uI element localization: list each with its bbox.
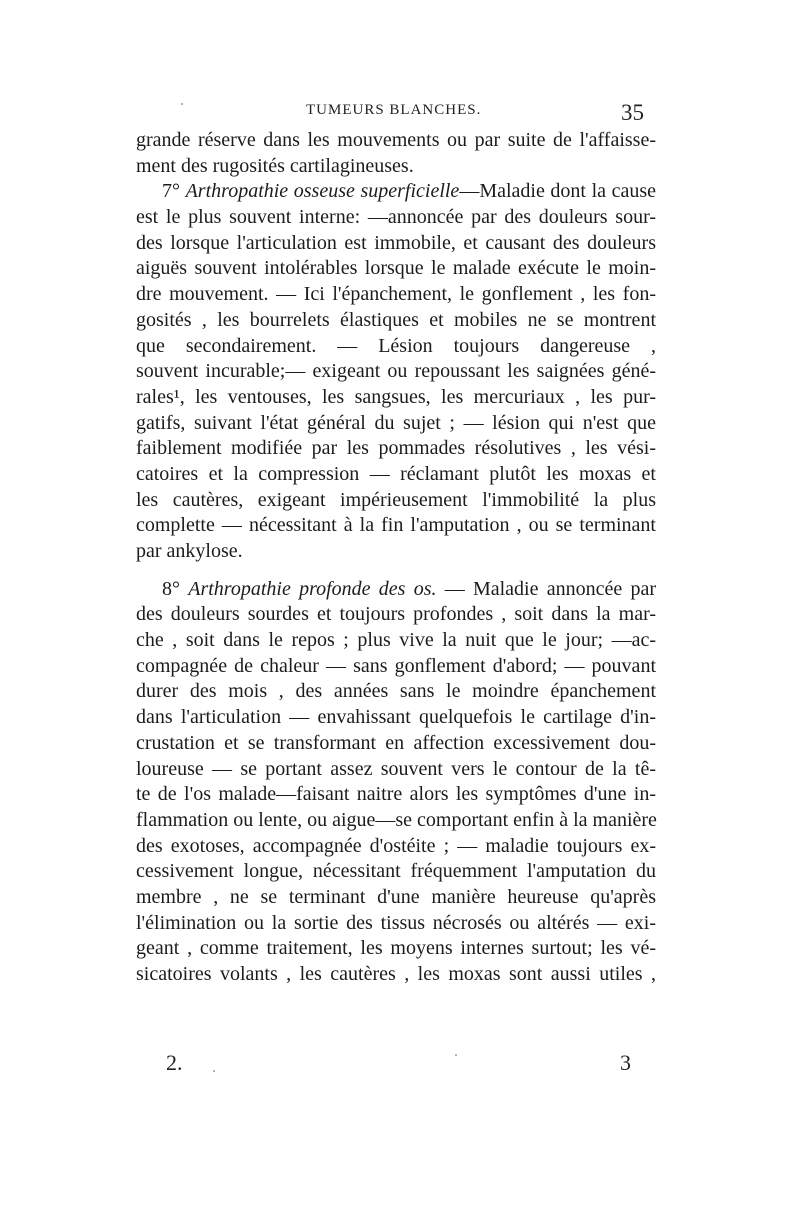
text-line: sicatoires volants , les cautères , les moxas sont aussi utiles , [136, 963, 656, 985]
print-speck [181, 103, 183, 105]
text-line: les cautères, exigeant impérieusement l'immobilité la plus [136, 488, 656, 511]
text-line: loureuse — se portant assez souvent vers le contour de la tê- [136, 757, 656, 780]
text-line: geant , comme traitement, les moyens internes surtout; les vé- [136, 937, 656, 960]
text-line: te de l'os malade—faisant naitre alors les symptômes d'une in- [136, 783, 656, 806]
text-line: che , soit dans le repos ; plus vive la nuit que le jour; —ac- [136, 629, 656, 652]
section-title-italic: Arthropathie profonde des os. [188, 577, 437, 600]
text-line: des lorsque l'articulation est immobile, et causant des douleurs [136, 231, 656, 254]
text-line: dre mouvement. — Ici l'épanchement, le gonflement , les fon- [136, 283, 656, 306]
text-line: que secondairement. — Lésion toujours dangereuse , [136, 334, 656, 357]
body-text [136, 128, 656, 988]
print-speck [455, 1054, 457, 1056]
text-line: catoires et la compression — réclamant plutôt les moxas et [136, 462, 656, 485]
section-title-italic: Arthropathie osseuse superficielle [185, 180, 460, 203]
signature-mark: 2. [166, 1050, 183, 1075]
text-fragment: — Maladie annoncée par [436, 577, 657, 600]
running-title: TUMEURS BLANCHES. [306, 102, 482, 118]
text-line: par ankylose. [136, 540, 243, 562]
text-line: flammation ou lente, ou aigue—se comportant enfin à la manière [136, 808, 657, 831]
item-number: 8° [162, 577, 189, 600]
text-line: est le plus souvent interne: —annoncée par des douleurs sour- [136, 206, 656, 229]
text-line: l'élimination ou la sortie des tissus nécrosés ou altérés — exi- [136, 911, 656, 934]
text-line: des douleurs sourdes et toujours profondes , soit dans la mar- [136, 603, 656, 626]
text-line: crustation et se transformant en affection excessivement dou- [136, 731, 656, 754]
text-line: des exotoses, accompagnée d'ostéite ; — maladie toujours ex- [136, 834, 656, 857]
text-fragment: —Maladie dont la cause [459, 180, 656, 203]
paragraph-7-first-line [136, 179, 656, 205]
paragraph-8-first-line [136, 577, 656, 603]
text-line: aiguës souvent intolérables lorsque le malade exécute le moin- [136, 257, 656, 280]
item-number: 7° [162, 180, 186, 203]
print-speck [213, 1070, 215, 1072]
text-line: durer des mois , des années sans le moindre épanchement [136, 680, 656, 703]
text-line: membre , ne se terminant d'une manière heureuse qu'après [136, 885, 656, 908]
text-line: compagnée de chaleur — sans gonflement d'abord; — pouvant [136, 654, 656, 677]
text-line: souvent incurable;— exigeant ou repoussant les saignées géné- [136, 360, 656, 383]
text-line: dans l'articulation — envahissant quelquefois le cartilage d'in- [136, 706, 656, 729]
text-line: complette — nécessitant à la fin l'amputation , ou se terminant [136, 514, 656, 537]
text-line: faiblement modifiée par les pommades résolutives , les vési- [136, 437, 656, 460]
text-line: gosités , les bourrelets élastiques et mobiles ne se montrent [136, 308, 656, 331]
paragraph-gap [136, 565, 656, 577]
text-line: ment des rugosités cartilagineuses. [136, 154, 414, 177]
text-line: grande réserve dans les mouvements ou par suite de l'affaisse- [136, 129, 656, 151]
gathering-number: 3 [620, 1050, 631, 1075]
text-line: gatifs, suivant l'état général du sujet ; — lésion qui n'est que [136, 411, 656, 434]
text-line: rales¹, les ventouses, les sangsues, les mercuriaux , les pur- [136, 385, 656, 408]
running-head [0, 100, 800, 130]
page-footer [0, 1050, 800, 1084]
text-line: cessivement longue, nécessitant fréquemment l'amputation du [136, 860, 656, 883]
page-number: 35 [621, 100, 644, 125]
